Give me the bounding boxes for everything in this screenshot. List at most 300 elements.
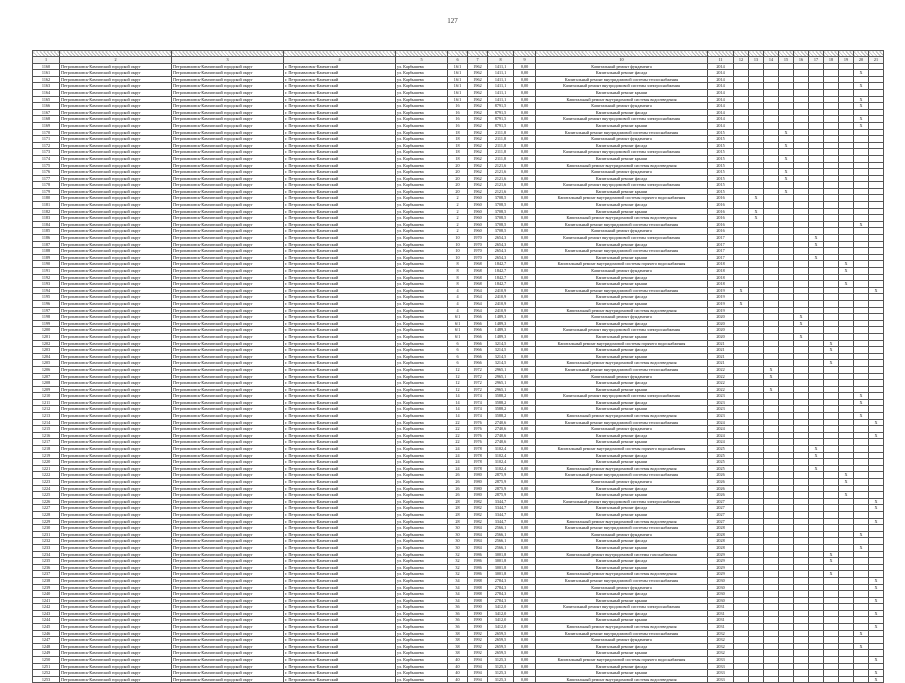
mark-cell-14 [764,195,779,202]
mark-cell-13 [749,89,764,96]
cell-cost: 0,00 [514,116,536,123]
mark-cell-13 [749,221,764,228]
mark-cell-13 [749,136,764,143]
mark-cell-12 [734,89,749,96]
table-row [33,479,884,486]
cell-mun: Петропавловск-Камчатский городской округ [60,558,172,565]
cell-cost: 0,00 [514,531,536,538]
table-row [33,604,884,611]
cell-work: Капитальный ремонт внутридомовой системы теплоснабжения [536,248,708,255]
mark-cell-15 [779,446,794,453]
table-row [33,610,884,617]
mark-cell-14 [764,577,779,584]
mark-cell-16 [794,511,809,518]
cell-year: 1992 [468,630,488,637]
cell-period: 2015 [708,142,734,149]
mark-cell-20 [854,676,869,683]
mark-cell-14 [764,643,779,650]
cell-no: 1223 [33,479,60,486]
mark-cell-21: X [869,505,884,512]
cell-no: 1218 [33,446,60,453]
mark-cell-15 [779,544,794,551]
cell-house: 2 [448,228,468,235]
cell-area: 1411,1 [488,70,514,77]
cell-period: 2025 [708,459,734,466]
cell-house: 26 [448,472,468,479]
mark-cell-18 [824,109,839,116]
cell-mo: Петропавловск-Камчатский городской округ [172,215,284,222]
cell-cost: 0,00 [514,228,536,235]
mark-cell-20 [854,347,869,354]
mark-cell-16 [794,399,809,406]
cell-area: 2965,1 [488,380,514,387]
cell-cost: 0,00 [514,538,536,545]
cell-street: ул. Карбышева [396,89,448,96]
cell-mo: Петропавловск-Камчатский городской округ [172,386,284,393]
cell-mo: Петропавловск-Камчатский городской округ [172,76,284,83]
cell-mun: Петропавловск-Камчатский городской округ [60,195,172,202]
mark-cell-13 [749,637,764,644]
cell-house: 10 [448,235,468,242]
table-row [33,76,884,83]
cell-cost: 0,00 [514,254,536,261]
mark-cell-16: X [794,314,809,321]
cell-mo: Петропавловск-Камчатский городской округ [172,261,284,268]
table-row [33,584,884,591]
cell-mo: Петропавловск-Камчатский городской округ [172,551,284,558]
mark-cell-17 [809,492,824,499]
mark-cell-16 [794,538,809,545]
cell-cost: 0,00 [514,446,536,453]
mark-cell-14 [764,525,779,532]
mark-cell-20 [854,155,869,162]
mark-cell-18 [824,663,839,670]
cell-mo: Петропавловск-Камчатский городской округ [172,268,284,275]
mark-cell-13 [749,116,764,123]
mark-cell-14 [764,380,779,387]
cell-year: 1968 [468,274,488,281]
mark-cell-19 [839,643,854,650]
mark-cell-17 [809,571,824,578]
mark-cell-15 [779,531,794,538]
mark-cell-14 [764,129,779,136]
cell-mo: Петропавловск-Камчатский городской округ [172,142,284,149]
cell-street: ул. Карбышева [396,597,448,604]
mark-cell-12 [734,393,749,400]
cell-mo: Петропавловск-Камчатский городской округ [172,287,284,294]
cell-no: 1245 [33,624,60,631]
cell-work: Капитальный ремонт фасада [536,320,708,327]
cell-year: 1990 [468,624,488,631]
cell-city: г. Петропавловск-Камчатский [284,228,396,235]
cell-city: г. Петропавловск-Камчатский [284,584,396,591]
cell-street: ул. Карбышева [396,63,448,70]
mark-cell-12 [734,83,749,90]
mark-cell-19 [839,604,854,611]
cell-house: 32 [448,571,468,578]
mark-cell-19 [839,195,854,202]
mark-cell-17 [809,188,824,195]
cell-area: 2410,9 [488,287,514,294]
cell-mun: Петропавловск-Камчатский городской округ [60,479,172,486]
cell-no: 1236 [33,564,60,571]
cell-street: ул. Карбышева [396,314,448,321]
cell-mo: Петропавловск-Камчатский городской округ [172,380,284,387]
cell-mo: Петропавловск-Камчатский городской округ [172,393,284,400]
mark-cell-13 [749,235,764,242]
mark-cell-14 [764,142,779,149]
cell-area: 2784,3 [488,597,514,604]
cell-city: г. Петропавловск-Камчатский [284,637,396,644]
mark-cell-17 [809,637,824,644]
cell-mun: Петропавловск-Камчатский городской округ [60,96,172,103]
cell-area: 2875,9 [488,479,514,486]
cell-cost: 0,00 [514,294,536,301]
cell-period: 2023 [708,399,734,406]
cell-mo: Петропавловск-Камчатский городской округ [172,591,284,598]
cell-city: г. Петропавловск-Камчатский [284,340,396,347]
table-row [33,630,884,637]
mark-cell-19: X [839,281,854,288]
cell-work: Капитальный ремонт фасада [536,399,708,406]
mark-cell-14 [764,162,779,169]
cell-mun: Петропавловск-Камчатский городской округ [60,564,172,571]
mark-cell-20 [854,498,869,505]
cell-year: 1992 [468,643,488,650]
cell-mo: Петропавловск-Камчатский городской округ [172,544,284,551]
mark-cell-19: X [839,261,854,268]
cell-cost: 0,00 [514,558,536,565]
mark-cell-21 [869,393,884,400]
cell-mo: Петропавловск-Камчатский городской округ [172,426,284,433]
cell-area: 2875,9 [488,485,514,492]
cell-city: г. Петропавловск-Камчатский [284,406,396,413]
cell-mun: Петропавловск-Камчатский городской округ [60,347,172,354]
mark-cell-16 [794,584,809,591]
mark-cell-14: X [764,386,779,393]
mark-cell-17: X [809,241,824,248]
cell-year: 1978 [468,465,488,472]
mark-cell-19 [839,393,854,400]
cell-cost: 0,00 [514,89,536,96]
table-row [33,564,884,571]
cell-cost: 0,00 [514,465,536,472]
cell-work: Капитальный ремонт внутридомовой системы электроснабжения [536,149,708,156]
mark-cell-15 [779,498,794,505]
mark-cell-18 [824,155,839,162]
cell-mo: Петропавловск-Камчатский городской округ [172,360,284,367]
cell-no: 1192 [33,274,60,281]
cell-house: 6 [448,347,468,354]
cell-period: 2029 [708,558,734,565]
mark-cell-12 [734,505,749,512]
cell-mun: Петропавловск-Камчатский городской округ [60,406,172,413]
cell-work: Капитальный ремонт крыши [536,544,708,551]
mark-cell-12 [734,571,749,578]
cell-street: ул. Карбышева [396,591,448,598]
cell-mo: Петропавловск-Камчатский городской округ [172,129,284,136]
cell-work: Капитальный ремонт внутридомовой системы теплоснабжения [536,221,708,228]
mark-cell-13 [749,287,764,294]
mark-cell-19 [839,432,854,439]
cell-city: г. Петропавловск-Камчатский [284,89,396,96]
cell-period: 2015 [708,188,734,195]
mark-cell-14 [764,419,779,426]
mark-cell-12 [734,630,749,637]
cell-mun: Петропавловск-Камчатский городской округ [60,670,172,677]
table-row [33,426,884,433]
column-header: 9 [514,57,536,64]
mark-cell-15 [779,274,794,281]
cell-work: Капитальный ремонт внутридомовой системы электроснабжения [536,182,708,189]
mark-cell-14 [764,393,779,400]
mark-cell-20: X [854,96,869,103]
cell-area: 3708,5 [488,228,514,235]
cell-mun: Петропавловск-Камчатский городской округ [60,413,172,420]
cell-no: 1251 [33,663,60,670]
mark-cell-15 [779,360,794,367]
mark-cell-19 [839,558,854,565]
mark-cell-20 [854,571,869,578]
mark-cell-21 [869,96,884,103]
cell-house: 36 [448,617,468,624]
cell-city: г. Петропавловск-Камчатский [284,426,396,433]
mark-cell-19 [839,83,854,90]
mark-cell-21 [869,406,884,413]
column-header: 19 [839,57,854,64]
cell-mo: Петропавловск-Камчатский городской округ [172,202,284,209]
mark-cell-21: X [869,597,884,604]
mark-cell-14 [764,274,779,281]
cell-work: Капитальный ремонт крыши [536,459,708,466]
cell-period: 2021 [708,340,734,347]
cell-work: Капитальный ремонт крыши [536,89,708,96]
mark-cell-15 [779,314,794,321]
cell-cost: 0,00 [514,479,536,486]
mark-cell-17 [809,261,824,268]
mark-cell-21 [869,452,884,459]
mark-cell-13 [749,76,764,83]
mark-cell-13 [749,360,764,367]
cell-street: ул. Карбышева [396,544,448,551]
cell-period: 2014 [708,96,734,103]
cell-work: Капитальный ремонт фундамента [536,426,708,433]
cell-no: 1222 [33,472,60,479]
cell-year: 1988 [468,591,488,598]
mark-cell-20 [854,353,869,360]
cell-house: 14 [448,406,468,413]
mark-cell-21 [869,637,884,644]
mark-cell-18 [824,459,839,466]
mark-cell-18 [824,76,839,83]
cell-work: Капитальный ремонт внутридомовой системы водоотведения [536,676,708,683]
mark-cell-18 [824,485,839,492]
mark-cell-13 [749,511,764,518]
mark-cell-13 [749,426,764,433]
mark-cell-17 [809,551,824,558]
mark-cell-13 [749,604,764,611]
cell-cost: 0,00 [514,188,536,195]
cell-area: 2659,5 [488,637,514,644]
mark-cell-20 [854,604,869,611]
mark-cell-13 [749,340,764,347]
cell-mo: Петропавловск-Камчатский городской округ [172,182,284,189]
mark-cell-18 [824,452,839,459]
cell-city: г. Петропавловск-Камчатский [284,103,396,110]
mark-cell-19 [839,103,854,110]
mark-cell-14 [764,637,779,644]
mark-cell-20 [854,406,869,413]
mark-cell-15 [779,182,794,189]
column-header: 18 [824,57,839,64]
mark-cell-20 [854,439,869,446]
cell-street: ул. Карбышева [396,248,448,255]
cell-period: 2032 [708,643,734,650]
cell-no: 1229 [33,518,60,525]
cell-no: 1161 [33,70,60,77]
cell-area: 1489,3 [488,327,514,334]
cell-year: 1978 [468,459,488,466]
cell-city: г. Петропавловск-Камчатский [284,446,396,453]
mark-cell-15 [779,465,794,472]
cell-year: 1984 [468,531,488,538]
cell-mo: Петропавловск-Камчатский городской округ [172,459,284,466]
mark-cell-21: X [869,676,884,683]
cell-mo: Петропавловск-Камчатский городской округ [172,340,284,347]
cell-mo: Петропавловск-Камчатский городской округ [172,63,284,70]
cell-street: ул. Карбышева [396,215,448,222]
cell-period: 2023 [708,413,734,420]
mark-cell-18 [824,657,839,664]
cell-cost: 0,00 [514,155,536,162]
cell-mo: Петропавловск-Камчатский городской округ [172,96,284,103]
mark-cell-16 [794,650,809,657]
mark-cell-18 [824,268,839,275]
mark-cell-21 [869,591,884,598]
mark-cell-16 [794,221,809,228]
cell-work: Капитальный ремонт фундамента [536,479,708,486]
cell-period: 2029 [708,551,734,558]
mark-cell-14 [764,399,779,406]
cell-area: 2659,5 [488,643,514,650]
cell-year: 1962 [468,175,488,182]
cell-year: 1968 [468,261,488,268]
cell-city: г. Петропавловск-Камчатский [284,83,396,90]
cell-period: 2028 [708,531,734,538]
cell-work: Капитальный ремонт внутридомовой системы электроснабжения [536,116,708,123]
mark-cell-15 [779,347,794,354]
mark-cell-17 [809,459,824,466]
cell-cost: 0,00 [514,564,536,571]
cell-city: г. Петропавловск-Камчатский [284,347,396,354]
mark-cell-20 [854,248,869,255]
cell-area: 2566,1 [488,525,514,532]
mark-cell-18 [824,426,839,433]
cell-no: 1186 [33,235,60,242]
cell-mun: Петропавловск-Камчатский городской округ [60,393,172,400]
cell-period: 2024 [708,432,734,439]
cell-mo: Петропавловск-Камчатский городской округ [172,155,284,162]
mark-cell-21 [869,426,884,433]
cell-area: 3412,0 [488,624,514,631]
cell-house: 16/1 [448,70,468,77]
cell-cost: 0,00 [514,241,536,248]
mark-cell-12 [734,465,749,472]
cell-mo: Петропавловск-Камчатский городской округ [172,624,284,631]
cell-cost: 0,00 [514,76,536,83]
mark-cell-21: X [869,624,884,631]
cell-work: Капитальный ремонт фундамента [536,584,708,591]
cell-no: 1177 [33,175,60,182]
cell-year: 1994 [468,657,488,664]
cell-year: 1978 [468,446,488,453]
cell-year: 1966 [468,320,488,327]
mark-cell-14 [764,353,779,360]
cell-mun: Петропавловск-Камчатский городской округ [60,89,172,96]
cell-house: 16 [448,122,468,129]
mark-cell-15 [779,287,794,294]
mark-cell-19 [839,169,854,176]
cell-cost: 0,00 [514,663,536,670]
mark-cell-18 [824,531,839,538]
table-row [33,558,884,565]
cell-mun: Петропавловск-Камчатский городской округ [60,175,172,182]
cell-year: 1994 [468,663,488,670]
cell-year: 1982 [468,511,488,518]
mark-cell-18 [824,287,839,294]
mark-cell-12 [734,248,749,255]
cell-mo: Петропавловск-Камчатский городской округ [172,538,284,545]
mark-cell-18 [824,518,839,525]
cell-house: 34 [448,597,468,604]
mark-cell-15 [779,419,794,426]
cell-work: Капитальный ремонт фасада [536,663,708,670]
mark-cell-18 [824,300,839,307]
mark-cell-15 [779,518,794,525]
mark-cell-20: X [854,83,869,90]
cell-mo: Петропавловск-Камчатский городской округ [172,419,284,426]
cell-work: Капитальный ремонт фасада [536,142,708,149]
cell-house: 34 [448,584,468,591]
cell-mun: Петропавловск-Камчатский городской округ [60,373,172,380]
cell-area: 1842,7 [488,268,514,275]
cell-mun: Петропавловск-Камчатский городской округ [60,83,172,90]
mark-cell-17 [809,122,824,129]
cell-area: 2740,6 [488,432,514,439]
mark-cell-19 [839,446,854,453]
mark-cell-15 [779,353,794,360]
cell-mo: Петропавловск-Камчатский городской округ [172,300,284,307]
mark-cell-14 [764,663,779,670]
cell-cost: 0,00 [514,347,536,354]
cell-house: 8 [448,261,468,268]
mark-cell-14 [764,551,779,558]
mark-cell-20 [854,610,869,617]
cell-street: ул. Карбышева [396,241,448,248]
cell-year: 1980 [468,492,488,499]
cell-house: 38 [448,650,468,657]
mark-cell-18 [824,307,839,314]
cell-street: ул. Карбышева [396,624,448,631]
column-header: 21 [869,57,884,64]
mark-cell-19 [839,320,854,327]
cell-no: 1206 [33,366,60,373]
cell-mun: Петропавловск-Камчатский городской округ [60,624,172,631]
cell-period: 2014 [708,70,734,77]
cell-no: 1225 [33,492,60,499]
table-row [33,70,884,77]
mark-cell-15 [779,617,794,624]
